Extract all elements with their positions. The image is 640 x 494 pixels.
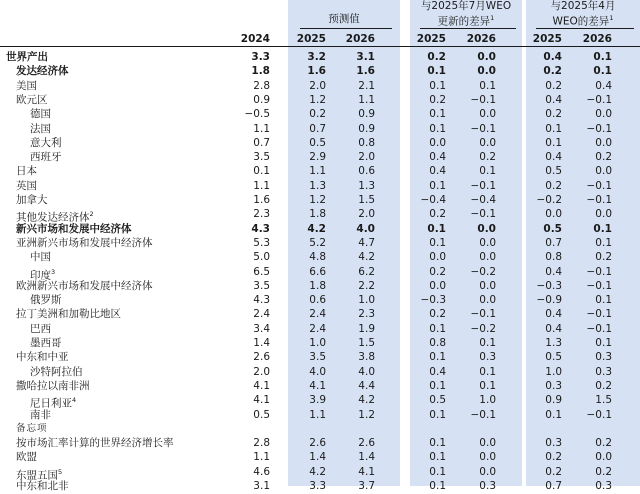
- value-2026-diff-july: 0.0: [477, 51, 496, 63]
- value-2026-diff-april: 0.3: [595, 365, 612, 378]
- value-2025-diff-july: 0.0: [429, 251, 446, 264]
- value-2026-diff-april: −0.1: [586, 322, 612, 335]
- value-2026-projection: 2.1: [358, 79, 375, 92]
- value-2026-diff-july: 0.0: [479, 251, 496, 264]
- value-2026-diff-april: 0.1: [593, 65, 612, 78]
- row-label: 中国: [30, 251, 51, 264]
- year-2026-projection: 2026: [345, 33, 375, 45]
- value-2025-diff-april: 1.0: [545, 365, 562, 378]
- value-2025-diff-april: 0.0: [545, 208, 562, 221]
- value-2025-diff-july: 0.8: [429, 337, 446, 349]
- row-label: 英国: [16, 179, 37, 192]
- value-2026-projection: 1.6: [356, 65, 375, 78]
- value-2024: 2.8: [253, 79, 270, 92]
- year-2025-projection: 2025: [296, 33, 326, 45]
- value-2025-projection: 1.4: [309, 451, 326, 464]
- value-2025-diff-july: 0.2: [427, 51, 446, 63]
- value-2026-diff-july: −0.1: [470, 122, 496, 135]
- value-2025-diff-april: 0.4: [545, 265, 562, 278]
- value-2025-diff-july: 0.1: [429, 451, 446, 464]
- value-2026-projection: 4.0: [356, 222, 375, 235]
- value-2026-diff-july: 0.0: [479, 465, 496, 478]
- value-2025-diff-april: 0.3: [545, 379, 562, 392]
- value-2025-projection: 4.0: [309, 365, 326, 378]
- value-2026-diff-july: 0.1: [479, 165, 496, 178]
- row-label: 中东和北非: [16, 480, 69, 492]
- value-2025-diff-july: 0.2: [429, 308, 446, 321]
- value-2026-projection: 3.7: [358, 480, 375, 492]
- value-2025-diff-april: 0.4: [545, 322, 562, 335]
- value-2026-diff-july: 1.0: [479, 394, 496, 407]
- table-row: [0, 478, 640, 494]
- value-2026-diff-july: −0.1: [470, 179, 496, 192]
- value-2024: 1.8: [251, 65, 270, 78]
- row-label: 沙特阿拉伯: [30, 365, 83, 378]
- year-2024: 2024: [240, 33, 270, 45]
- value-2024: 2.4: [253, 308, 270, 321]
- value-2024: 3.5: [253, 279, 270, 292]
- value-2024: 1.1: [253, 122, 270, 135]
- row-label: 中东和中亚: [16, 351, 69, 364]
- footnote-marker: 2: [89, 210, 94, 219]
- value-2026-diff-april: 1.5: [595, 394, 612, 407]
- value-2025-diff-april: 0.3: [545, 437, 562, 450]
- value-2026-diff-april: 0.2: [595, 151, 612, 164]
- value-2026-diff-july: 0.0: [479, 294, 496, 307]
- value-2026-diff-july: 0.0: [477, 65, 496, 78]
- value-2026-diff-april: 0.2: [595, 465, 612, 478]
- value-2026-diff-april: 0.1: [593, 51, 612, 63]
- value-2025-diff-april: 0.2: [543, 65, 562, 78]
- value-2024: −0.5: [244, 108, 270, 121]
- value-2026-diff-july: −0.1: [470, 408, 496, 421]
- row-label: 南非: [30, 408, 51, 421]
- value-2026-diff-april: 0.2: [595, 251, 612, 264]
- value-2025-diff-april: 0.2: [545, 465, 562, 478]
- value-2024: 1.6: [253, 194, 270, 206]
- value-2026-projection: 0.9: [358, 122, 375, 135]
- value-2026-diff-july: 0.1: [479, 337, 496, 349]
- value-2025-diff-july: 0.1: [429, 408, 446, 421]
- value-2026-diff-july: 0.0: [479, 108, 496, 121]
- value-2025-diff-july: 0.4: [429, 165, 446, 178]
- year-header-row: [0, 31, 640, 47]
- value-2026-projection: 4.4: [358, 379, 375, 392]
- value-2024: 1.1: [253, 179, 270, 192]
- value-2025-diff-july: 0.1: [427, 222, 446, 235]
- value-2026-diff-july: 0.0: [477, 222, 496, 235]
- value-2026-diff-april: 0.2: [595, 437, 612, 450]
- value-2025-diff-july: 0.2: [429, 265, 446, 278]
- value-2024: 2.8: [253, 437, 270, 450]
- value-2024: 4.1: [253, 394, 270, 407]
- value-2025-projection: 1.2: [309, 194, 326, 206]
- value-2026-projection: 4.2: [358, 394, 375, 407]
- value-2025-diff-april: 0.2: [545, 79, 562, 92]
- value-2025-diff-april: 1.3: [545, 337, 562, 349]
- header-diff-april-note: 1: [609, 14, 614, 22]
- value-2024: 3.4: [253, 322, 270, 335]
- value-2025-diff-april: 0.7: [545, 236, 562, 249]
- value-2026-projection: 1.5: [358, 337, 375, 349]
- row-label: 美国: [16, 79, 37, 92]
- value-2025-diff-april: 0.5: [545, 351, 562, 364]
- value-2024: 0.7: [253, 136, 270, 149]
- row-label: 欧盟: [16, 451, 37, 464]
- value-2025-projection: 2.4: [309, 322, 326, 335]
- value-2026-diff-april: −0.1: [586, 194, 612, 206]
- value-2025-projection: 1.1: [309, 408, 326, 421]
- row-label: 德国: [30, 108, 51, 121]
- value-2025-diff-july: 0.1: [429, 379, 446, 392]
- footnote-marker: 4: [72, 396, 77, 405]
- value-2026-diff-april: 0.1: [595, 236, 612, 249]
- value-2026-projection: 4.0: [358, 365, 375, 378]
- value-2025-diff-april: 0.1: [545, 136, 562, 149]
- value-2024: 3.1: [253, 480, 270, 492]
- value-2025-diff-april: 0.7: [545, 480, 562, 492]
- value-2026-diff-april: 0.0: [595, 136, 612, 149]
- value-2025-projection: 2.4: [309, 308, 326, 321]
- value-2026-diff-july: 0.0: [479, 451, 496, 464]
- year-2026-diff-april: 2026: [582, 33, 612, 45]
- value-2024: 0.9: [253, 93, 270, 106]
- value-2026-diff-april: 0.4: [595, 79, 612, 92]
- value-2026-projection: 1.9: [358, 322, 375, 335]
- value-2025-diff-april: 0.2: [545, 179, 562, 192]
- value-2025-projection: 2.6: [309, 437, 326, 450]
- value-2025-diff-july: 0.1: [429, 480, 446, 492]
- row-label: 亚洲新兴市场和发展中经济体: [16, 236, 153, 249]
- year-2025-diff-april: 2025: [532, 33, 562, 45]
- value-2024: 3.3: [251, 51, 270, 63]
- row-label: 新兴市场和发展中经济体: [16, 222, 132, 235]
- value-2026-projection: 3.1: [356, 51, 375, 63]
- value-2025-diff-july: 0.1: [429, 236, 446, 249]
- value-2026-diff-july: −0.2: [470, 322, 496, 335]
- value-2025-projection: 4.1: [309, 379, 326, 392]
- value-2025-diff-july: −0.4: [420, 194, 446, 206]
- header-rule-diff-april: [536, 28, 634, 29]
- value-2026-diff-april: −0.1: [586, 265, 612, 278]
- row-label: 欧元区: [16, 93, 48, 106]
- value-2025-diff-july: 0.4: [429, 365, 446, 378]
- value-2025-diff-july: 0.1: [429, 465, 446, 478]
- value-2026-diff-april: −0.1: [586, 122, 612, 135]
- value-2026-diff-april: 0.0: [595, 208, 612, 221]
- row-label: 法国: [30, 122, 51, 135]
- value-2025-projection: 1.3: [309, 179, 326, 192]
- row-label: 日本: [16, 165, 37, 178]
- value-2025-diff-july: 0.1: [427, 65, 446, 78]
- value-2026-diff-july: 0.3: [479, 351, 496, 364]
- value-2026-diff-april: 0.1: [595, 294, 612, 307]
- value-2024: 4.6: [253, 465, 270, 478]
- value-2026-projection: 0.9: [358, 108, 375, 121]
- value-2026-diff-april: 0.1: [595, 337, 612, 349]
- value-2026-diff-july: 0.0: [479, 437, 496, 450]
- header-diff-april: [526, 0, 640, 28]
- value-2026-projection: 6.2: [358, 265, 375, 278]
- value-2024: 4.1: [253, 379, 270, 392]
- value-2026-projection: 2.0: [358, 208, 375, 221]
- value-2026-diff-july: −0.1: [470, 93, 496, 106]
- value-2026-diff-july: −0.1: [470, 308, 496, 321]
- value-2025-diff-july: −0.3: [420, 294, 446, 307]
- row-label: 欧洲新兴市场和发展中经济体: [16, 279, 153, 292]
- value-2025-diff-april: 0.4: [545, 93, 562, 106]
- value-2026-projection: 4.7: [358, 236, 375, 249]
- value-2025-projection: 3.3: [309, 480, 326, 492]
- value-2026-projection: 2.2: [358, 279, 375, 292]
- value-2026-diff-april: −0.1: [586, 179, 612, 192]
- header-diff-july: [410, 0, 522, 28]
- value-2026-projection: 0.6: [358, 165, 375, 178]
- header-rule-projection: [300, 28, 392, 29]
- value-2026-diff-july: −0.4: [470, 194, 496, 206]
- row-label: 备忘项: [16, 422, 48, 434]
- value-2025-projection: 6.6: [309, 265, 326, 278]
- value-2025-projection: 5.2: [309, 236, 326, 249]
- value-2026-projection: 4.1: [358, 465, 375, 478]
- header-diff-april-line1: 与2025年4月: [550, 0, 616, 12]
- row-label: 墨西哥: [30, 337, 62, 349]
- row-label: 印度$^3$: [30, 267, 56, 281]
- value-2024: 0.5: [253, 408, 270, 421]
- value-2025-diff-july: 0.2: [429, 93, 446, 106]
- value-2025-projection: 0.7: [309, 122, 326, 135]
- value-2024: 4.3: [251, 222, 270, 235]
- value-2024: 2.0: [253, 365, 270, 378]
- value-2025-diff-april: 0.1: [545, 122, 562, 135]
- value-2026-diff-april: 0.0: [595, 165, 612, 178]
- value-2026-projection: 4.2: [358, 251, 375, 264]
- value-2025-diff-july: 0.1: [429, 437, 446, 450]
- value-2026-diff-july: 0.1: [479, 365, 496, 378]
- value-2025-diff-april: 0.8: [545, 251, 562, 264]
- header-diff-april-line2: WEO的差异: [552, 15, 610, 28]
- value-2026-diff-july: −0.1: [470, 208, 496, 221]
- value-2025-projection: 0.6: [309, 294, 326, 307]
- value-2025-diff-july: 0.1: [429, 322, 446, 335]
- value-2024: 4.3: [253, 294, 270, 307]
- table-top-rule: [0, 46, 640, 47]
- value-2026-projection: 2.3: [358, 308, 375, 321]
- value-2026-diff-april: −0.1: [586, 279, 612, 292]
- row-label: 加拿大: [16, 194, 48, 206]
- value-2026-diff-july: 0.0: [479, 236, 496, 249]
- value-2024: 5.3: [253, 236, 270, 249]
- value-2026-diff-july: 0.3: [479, 480, 496, 492]
- row-label: 世界产出: [6, 51, 48, 63]
- year-2025-diff-july: 2025: [416, 33, 446, 45]
- value-2024: 1.1: [253, 451, 270, 464]
- value-2025-diff-april: 0.4: [545, 151, 562, 164]
- value-2025-projection: 1.8: [309, 279, 326, 292]
- value-2026-diff-april: 0.3: [595, 480, 612, 492]
- value-2025-projection: 0.2: [309, 108, 326, 121]
- value-2024: 2.3: [253, 208, 270, 221]
- value-2025-projection: 3.5: [309, 351, 326, 364]
- value-2026-projection: 3.8: [358, 351, 375, 364]
- header-projection: 预测值: [328, 13, 360, 25]
- value-2025-diff-april: 0.4: [545, 308, 562, 321]
- value-2025-projection: 2.9: [309, 151, 326, 164]
- row-label: 拉丁美洲和加勒比地区: [16, 308, 121, 321]
- value-2025-diff-july: 0.1: [429, 179, 446, 192]
- row-label: 撒哈拉以南非洲: [16, 379, 90, 392]
- value-2025-projection: 1.0: [309, 337, 326, 349]
- value-2025-projection: 3.9: [309, 394, 326, 407]
- value-2025-diff-july: 0.5: [429, 394, 446, 407]
- value-2025-projection: 4.2: [309, 465, 326, 478]
- value-2025-diff-july: 0.1: [429, 108, 446, 121]
- value-2025-diff-july: 0.1: [429, 351, 446, 364]
- value-2025-projection: 4.8: [309, 251, 326, 264]
- value-2026-diff-july: 0.0: [479, 136, 496, 149]
- header-rule-diff-july: [420, 28, 516, 29]
- value-2026-diff-july: 0.1: [479, 79, 496, 92]
- value-2025-projection: 3.2: [307, 51, 326, 63]
- value-2026-diff-april: 0.0: [595, 108, 612, 121]
- value-2026-diff-april: 0.1: [593, 222, 612, 235]
- value-2025-projection: 2.0: [309, 79, 326, 92]
- row-label: 俄罗斯: [30, 294, 62, 307]
- row-label: 东盟五国$^5$: [16, 467, 63, 482]
- value-2025-diff-july: 0.0: [429, 279, 446, 292]
- value-2026-diff-april: −0.1: [586, 308, 612, 321]
- value-2025-diff-july: 0.1: [429, 122, 446, 135]
- value-2026-diff-april: −0.1: [586, 408, 612, 421]
- value-2025-projection: 1.1: [309, 165, 326, 178]
- value-2024: 6.5: [253, 265, 270, 278]
- value-2025-diff-april: 0.2: [545, 451, 562, 464]
- value-2025-diff-april: 0.2: [545, 108, 562, 121]
- value-2025-diff-july: 0.2: [429, 208, 446, 221]
- value-2026-projection: 1.4: [358, 451, 375, 464]
- row-label: 发达经济体: [16, 65, 69, 78]
- value-2025-diff-july: 0.1: [429, 79, 446, 92]
- value-2025-diff-july: 0.0: [429, 136, 446, 149]
- value-2026-diff-april: 0.0: [595, 451, 612, 464]
- value-2026-diff-april: 0.3: [595, 351, 612, 364]
- value-2026-projection: 1.5: [358, 194, 375, 206]
- header-diff-july-note: 1: [490, 14, 495, 22]
- row-label: 尼日利亚$^4$: [30, 396, 77, 410]
- value-2024: 1.4: [253, 337, 270, 349]
- year-2026-diff-july: 2026: [466, 33, 496, 45]
- value-2025-diff-april: 0.5: [545, 165, 562, 178]
- row-label: 巴西: [30, 322, 51, 335]
- header-diff-july-line2: 更新的差异: [437, 15, 491, 28]
- value-2025-projection: 4.2: [307, 222, 326, 235]
- value-2026-diff-july: 0.1: [479, 379, 496, 392]
- value-2025-diff-april: −0.3: [536, 279, 562, 292]
- value-2026-projection: 1.0: [358, 294, 375, 307]
- footnote-marker: 5: [58, 467, 63, 476]
- row-label: 其他发达经济体$^2$: [16, 210, 94, 224]
- value-2025-diff-april: 0.5: [543, 222, 562, 235]
- value-2024: 5.0: [253, 251, 270, 264]
- value-2026-projection: 2.6: [358, 437, 375, 450]
- value-2026-diff-july: 0.2: [479, 151, 496, 164]
- value-2024: 3.5: [253, 151, 270, 164]
- value-2026-projection: 1.3: [358, 179, 375, 192]
- value-2026-projection: 1.2: [358, 408, 375, 421]
- value-2025-diff-july: 0.4: [429, 151, 446, 164]
- value-2026-projection: 2.0: [358, 151, 375, 164]
- value-2026-diff-july: 0.0: [479, 279, 496, 292]
- value-2026-projection: 0.8: [358, 136, 375, 149]
- value-2026-projection: 1.1: [358, 93, 375, 106]
- value-2025-diff-april: 0.1: [545, 408, 562, 421]
- value-2025-projection: 0.5: [309, 136, 326, 149]
- value-2025-diff-april: −0.9: [536, 294, 562, 307]
- footnote-marker: 3: [51, 267, 56, 276]
- value-2026-diff-july: −0.2: [470, 265, 496, 278]
- header-diff-july-line1: 与2025年7月WEO: [420, 0, 512, 12]
- value-2026-diff-april: −0.1: [586, 93, 612, 106]
- value-2026-diff-april: 0.2: [595, 379, 612, 392]
- value-2025-diff-april: −0.2: [536, 194, 562, 206]
- row-label: 按市场汇率计算的世界经济增长率: [16, 437, 174, 450]
- value-2025-projection: 1.2: [309, 93, 326, 106]
- value-2025-diff-april: 0.9: [545, 394, 562, 407]
- row-label: 西班牙: [30, 151, 62, 164]
- value-2025-projection: 1.8: [309, 208, 326, 221]
- value-2025-diff-april: 0.4: [543, 51, 562, 63]
- value-2024: 0.1: [253, 165, 270, 178]
- value-2024: 2.6: [253, 351, 270, 364]
- row-label: 意大利: [30, 136, 62, 149]
- value-2025-projection: 1.6: [307, 65, 326, 78]
